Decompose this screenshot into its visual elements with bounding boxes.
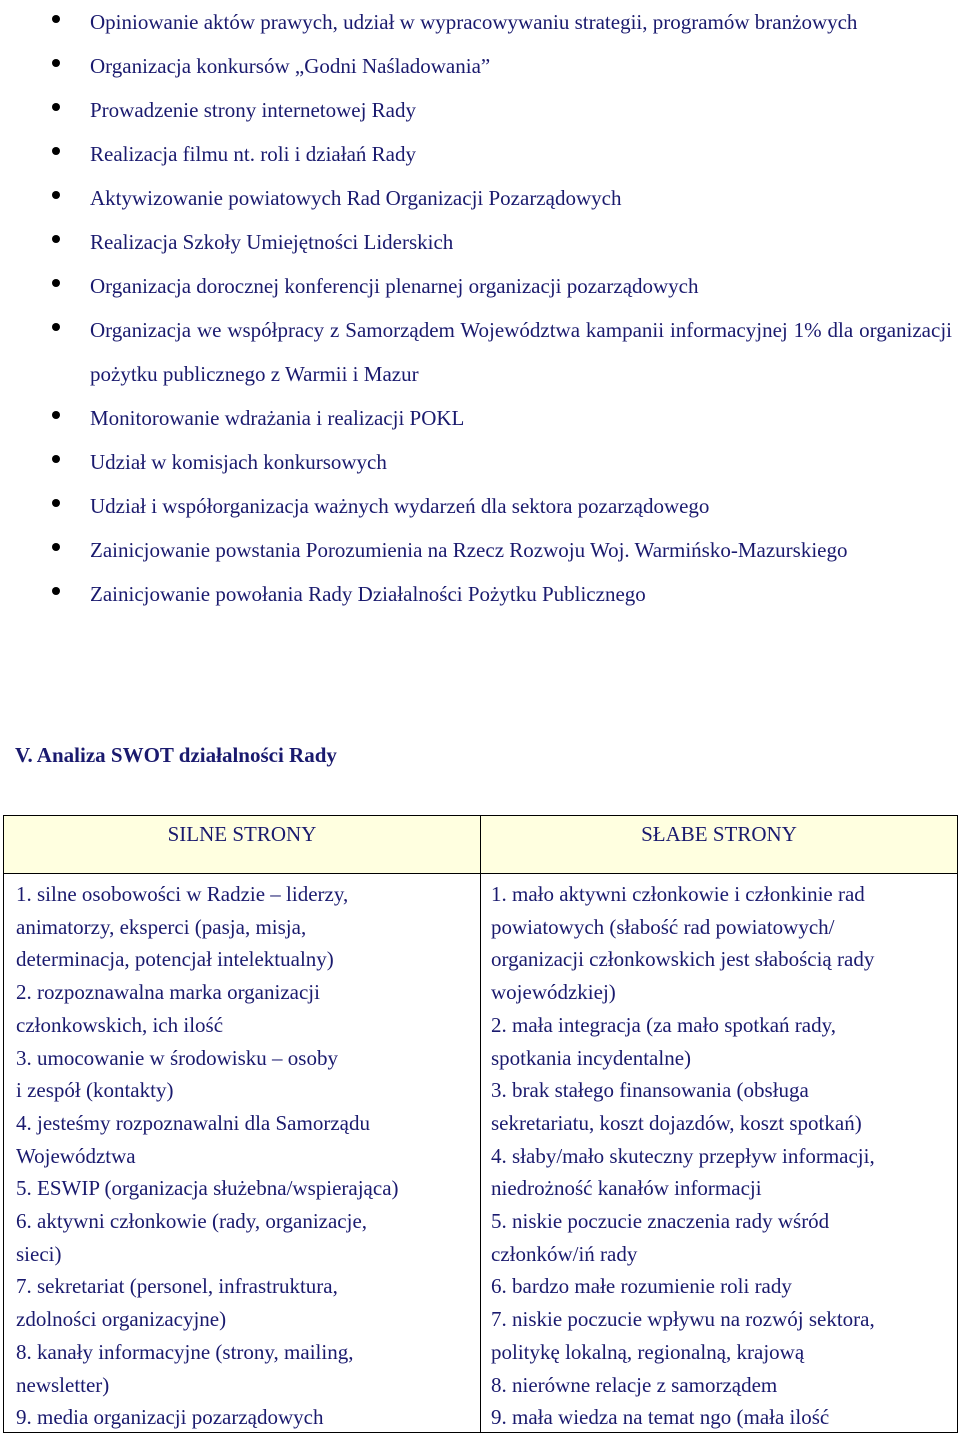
strength-line: 9. media organizacji pozarządowych <box>16 1405 324 1430</box>
weakness-line: politykę lokalną, regionalną, krajową <box>491 1339 805 1364</box>
weakness-line: 6. bardzo małe rozumienie roli rady <box>491 1274 792 1299</box>
strengths-column <box>4 874 481 1432</box>
weakness-line: 5. niskie poczucie znaczenia rady wśród <box>491 1209 830 1234</box>
list-item <box>0 0 960 44</box>
weakness-line: 8. nierówne relacje z samorządem <box>491 1372 778 1397</box>
weakness-line: spotkania incydentalne) <box>491 1045 692 1070</box>
strength-line: determinacja, potencjał intelektualny) <box>16 947 334 972</box>
activity-bullet-list <box>0 0 960 616</box>
strength-line: 3. umocowanie w środowisku – osoby <box>16 1045 338 1070</box>
weakness-line: niedrożność kanałów informacji <box>491 1176 762 1201</box>
list-item-text: Opiniowanie aktów prawych, udział w wypracowywaniu strategii, programów branżowych <box>90 10 858 34</box>
bullet-icon <box>52 103 60 111</box>
strength-line: 6. aktywni członkowie (rady, organizacje, <box>16 1209 368 1234</box>
list-item-text: Aktywizowanie powiatowych Rad Organizacji Pozarządowych <box>90 186 622 210</box>
swot-table <box>3 815 958 1433</box>
list-item <box>0 88 960 132</box>
bullet-icon <box>52 543 60 551</box>
bullet-icon <box>52 235 60 243</box>
weakness-line: wojewódzkiej) <box>491 980 616 1005</box>
bullet-icon <box>52 147 60 155</box>
weakness-line: 4. słaby/mało skuteczny przepływ informacji, <box>491 1143 875 1168</box>
weakness-line: organizacji członkowskich jest słabością rady <box>491 947 875 972</box>
strength-line: 5. ESWIP (organizacja służebna/wspierająca) <box>16 1176 399 1201</box>
list-item-text: Zainicjowanie powstania Porozumienia na Rzecz Rozwoju Woj. Warmińsko-Mazurskiego <box>90 538 848 562</box>
weakness-line: członków/iń rady <box>491 1241 638 1266</box>
weaknesses-column <box>481 874 957 1432</box>
strength-line: 1. silne osobowości w Radzie – liderzy, <box>16 882 349 906</box>
list-item-text: Organizacja dorocznej konferencji plenarnej organizacji pozarządowych <box>90 274 699 298</box>
list-item-text: Prowadzenie strony internetowej Rady <box>90 98 416 122</box>
bullet-icon <box>52 15 60 23</box>
strength-line: zdolności organizacyjne) <box>16 1307 227 1332</box>
bullet-icon <box>52 587 60 595</box>
list-item-text: Realizacja filmu nt. roli i działań Rady <box>90 142 416 166</box>
bullet-icon <box>52 499 60 507</box>
weakness-line: powiatowych (słabość rad powiatowych/ <box>491 914 835 939</box>
strength-line: 8. kanały informacyjne (strony, mailing, <box>16 1339 354 1364</box>
bullet-icon <box>52 455 60 463</box>
list-item <box>0 484 960 528</box>
list-item-text: Organizacja we współpracy z Samorządem Województwa kampanii informacyjnej 1% dla organizacji pożytku publicznego z Warmii i Mazur <box>90 318 952 386</box>
weakness-line: 1. mało aktywni członkowie i członkinie rad <box>491 882 865 906</box>
weakness-line: 9. mała wiedza na temat ngo (mała ilość <box>491 1405 830 1430</box>
strength-line: i zespół (kontakty) <box>16 1078 174 1103</box>
list-item <box>0 528 960 572</box>
strength-line: sieci) <box>16 1241 62 1266</box>
strength-line: 4. jesteśmy rozpoznawalni dla Samorządu <box>16 1110 370 1135</box>
bullet-icon <box>52 191 60 199</box>
list-item <box>0 132 960 176</box>
strength-line: 2. rozpoznawalna marka organizacji <box>16 980 320 1005</box>
strength-line: Województwa <box>16 1143 136 1168</box>
bullet-icon <box>52 411 60 419</box>
strength-line: 7. sekretariat (personel, infrastruktura, <box>16 1274 338 1299</box>
weaknesses-header: SŁABE STRONY <box>481 816 957 874</box>
weakness-line: sekretariatu, koszt dojazdów, koszt spotkań) <box>491 1110 862 1135</box>
weakness-line: 2. mała integracja (za mało spotkań rady, <box>491 1012 836 1037</box>
list-item-text: Monitorowanie wdrażania i realizacji POKL <box>90 406 465 430</box>
bullet-icon <box>52 59 60 67</box>
list-item-text: Realizacja Szkoły Umiejętności Liderskich <box>90 230 454 254</box>
list-item-text: Udział i współorganizacja ważnych wydarzeń dla sektora pozarządowego <box>90 494 710 518</box>
list-item <box>0 440 960 484</box>
strength-line: animatorzy, eksperci (pasja, misja, <box>16 914 307 939</box>
weakness-line: 7. niskie poczucie wpływu na rozwój sektora, <box>491 1307 875 1332</box>
list-item-text: Zainicjowanie powołania Rady Działalności Pożytku Publicznego <box>90 582 646 606</box>
list-item-text: Organizacja konkursów „Godni Naśladowania” <box>90 54 491 78</box>
bullet-icon <box>52 279 60 287</box>
list-item <box>0 176 960 220</box>
list-item <box>0 264 960 308</box>
strength-line: członkowskich, ich ilość <box>16 1012 224 1037</box>
list-item <box>0 44 960 88</box>
strengths-header: SILNE STRONY <box>4 816 481 874</box>
list-item <box>0 220 960 264</box>
weakness-line: 3. brak stałego finansowania (obsługa <box>491 1078 809 1103</box>
list-item-text: Udział w komisjach konkursowych <box>90 450 387 474</box>
bullet-icon <box>52 323 60 331</box>
list-item <box>0 572 960 616</box>
list-item <box>0 396 960 440</box>
strength-line: newsletter) <box>16 1372 110 1397</box>
section-heading: V. Analiza SWOT działalności Rady <box>15 743 337 767</box>
list-item <box>0 308 960 396</box>
